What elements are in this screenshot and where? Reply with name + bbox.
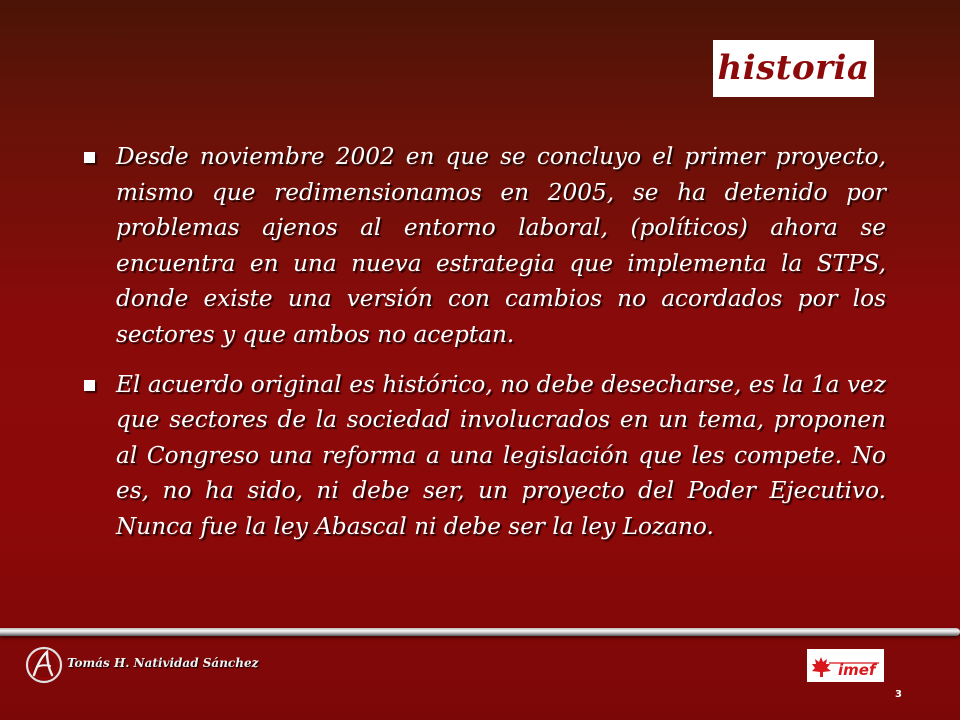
author-name: Tomás H. Natividad Sánchez xyxy=(67,656,259,670)
bullet-text: El acuerdo original es histórico, no debe desecharse, es la 1a vez que sectores de la sociedad involucrados en un tema, proponen al Congreso una reforma a una legislación que les compete. No es, no ha sido, ni debe ser, un proyecto del Poder Ejecutivo. Nunca fue la ley Abascal ni debe ser la ley Lozano. xyxy=(116,370,886,540)
page-number: 3 xyxy=(895,689,902,700)
slide-title: historia xyxy=(717,47,870,88)
imef-logo-text: imef xyxy=(838,661,876,679)
letter-a-circle-logo-icon xyxy=(23,644,65,686)
title-box xyxy=(713,40,874,97)
bullet-text: Desde noviembre 2002 en que se concluyo el primer proyecto, mismo que redimensionamos en 2005, se ha detenido por problemas ajenos al entorno laboral, (políticos) ahora se encuentra en una nueva estrategia que implementa la STPS, donde existe una versión con cambios no acordados por los sectores y que ambos no aceptan. xyxy=(116,143,886,348)
square-bullet-icon xyxy=(84,380,95,391)
imef-logo xyxy=(807,649,884,682)
footer-divider xyxy=(0,628,960,636)
bullet-list xyxy=(84,139,886,559)
list-item xyxy=(84,139,886,353)
list-item xyxy=(84,367,886,545)
maple-leaf-logo-icon xyxy=(807,649,884,682)
square-bullet-icon xyxy=(84,152,95,163)
